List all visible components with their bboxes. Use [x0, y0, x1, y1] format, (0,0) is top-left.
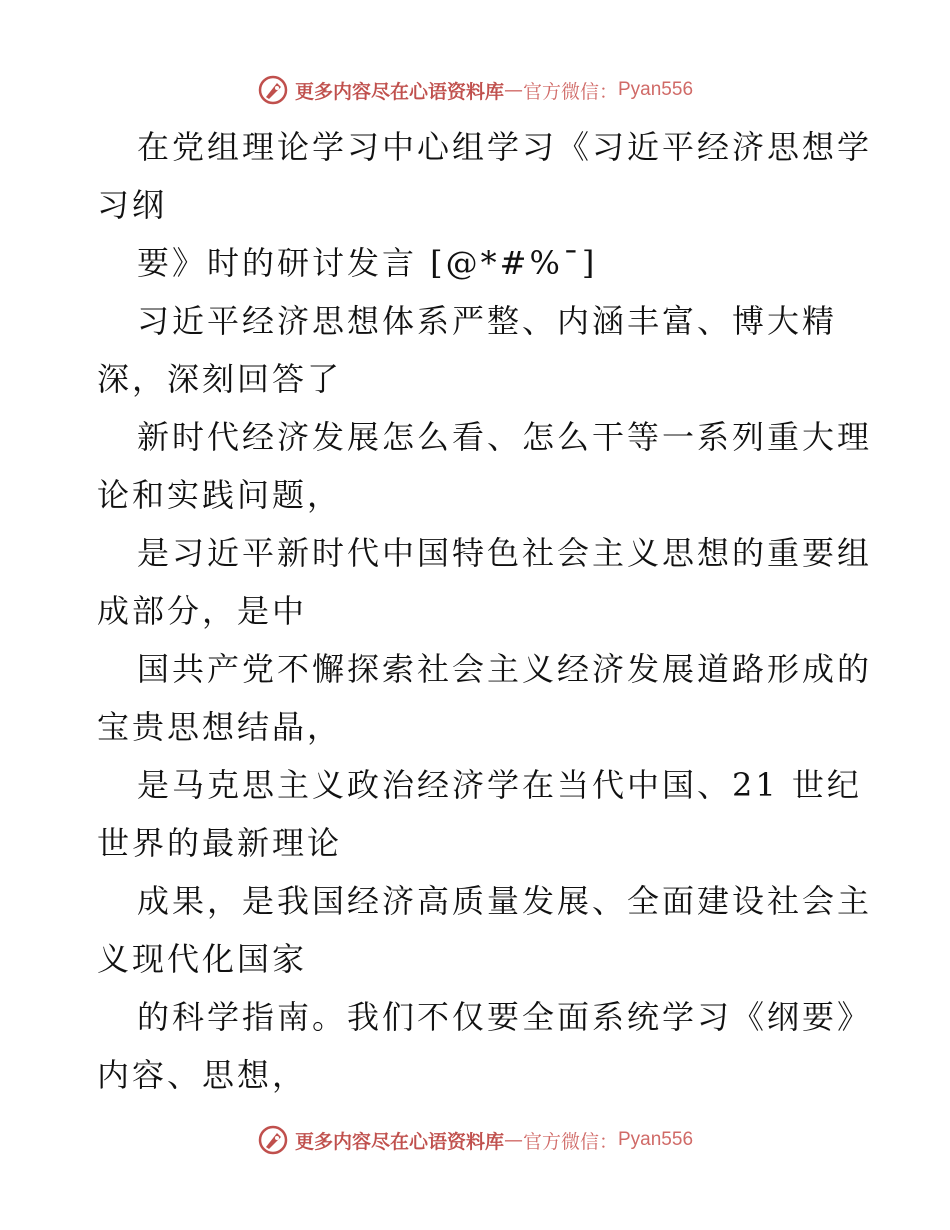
text-line: 义现代化国家: [97, 940, 308, 978]
text-line: 深，深刻回答了: [97, 360, 343, 398]
text-line: 习近平经济思想体系严整、内涵丰富、博大精: [137, 302, 838, 340]
text-line: 内容、思想，: [97, 1056, 308, 1094]
text-line: 要》时的研讨发言 [@*#%¯]: [137, 244, 598, 282]
text-line: 成果，是我国经济高质量发展、全面建设社会主: [137, 882, 873, 920]
text-line: 国共产党不懈探索社会主义经济发展道路形成的: [137, 650, 873, 688]
footer-watermark: [0, 1120, 950, 1160]
text-line: 习纲: [97, 186, 168, 224]
text-line: 的科学指南。我们不仅要全面系统学习《纲要》: [137, 998, 873, 1036]
header-watermark: [0, 70, 950, 110]
text-line: 世界的最新理论: [97, 824, 343, 862]
pen-nib-logo-icon: [257, 74, 289, 106]
text-line: 是马克思主义政治经济学在当代中国、21 世纪: [137, 766, 862, 804]
text-line: 在党组理论学习中心组学习《习近平经济思想学: [137, 128, 873, 166]
banner-secondary-text: 官方微信：: [522, 1130, 618, 1153]
document-body: [97, 118, 873, 1104]
text-line: 宝贵思想结晶，: [97, 708, 343, 746]
pen-nib-logo-icon: [257, 1124, 289, 1156]
banner-wechat-id: Pyan556: [618, 1129, 694, 1150]
banner-wechat-id: Pyan556: [618, 79, 694, 100]
banner-dash: —: [503, 1129, 523, 1151]
banner-secondary-text: 官方微信：: [522, 80, 618, 103]
text-line: 论和实践问题，: [97, 476, 343, 514]
banner-main-text: 更多内容尽在心语资料库: [294, 1130, 504, 1153]
text-line: 成部分，是中: [97, 592, 308, 630]
banner-main-text: 更多内容尽在心语资料库: [294, 80, 504, 103]
text-line: 是习近平新时代中国特色社会主义思想的重要组: [137, 534, 873, 572]
banner-dash: —: [503, 79, 523, 101]
text-line: 新时代经济发展怎么看、怎么干等一系列重大理: [137, 418, 873, 456]
